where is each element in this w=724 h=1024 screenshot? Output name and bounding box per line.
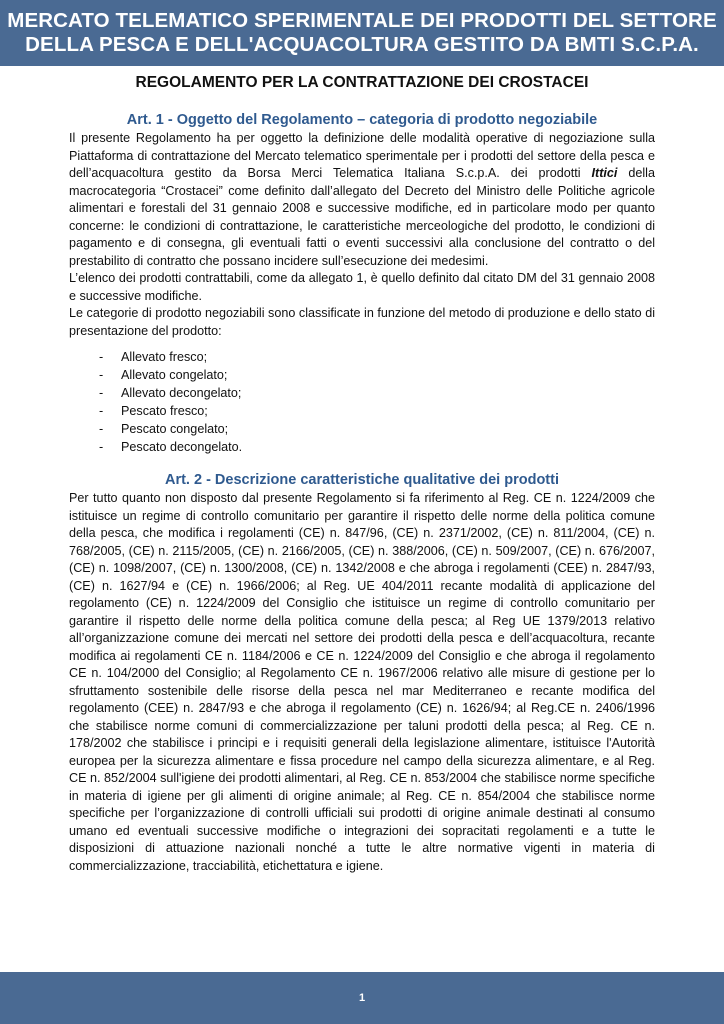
header-line-2: DELLA PESCA E DELL'ACQUACOLTURA GESTITO DA BMTI S.C.P.A. [25,33,699,56]
list-item [99,384,655,402]
article-1-paragraph-1-end: della macrocategoria “Crostacei” come definito dall’allegato del Decreto del Ministro delle Politiche agricole alimentari e forestali del 31 gennaio 2008 e successive modifiche, ed in particolare modo per quanto concerne: le condizioni di contrattazione, le caratteristiche merceologiche del prodotto, le condizioni di pagamento e di consegna, gli eventuali fatti o eventi successivi alla conclusione del contratto o del prestabilito di contratto che possano incidere sull’esecuzione dei medesimi. [69,166,655,268]
article-1-paragraph-3: Le categorie di prodotto negoziabili sono classificate in funzione del metodo di produzione e dello stato di presentazione del prodotto: [69,306,655,338]
list-item-label: Allevato congelato; [121,368,228,382]
list-item [99,420,655,438]
page-number: 1 [358,992,366,1004]
bullet-dash: - [99,350,104,364]
article-2-heading: Art. 2 - Descrizione caratteristiche qualitative dei prodotti [164,472,559,488]
article-1-heading: Art. 1 - Oggetto del Regolamento – categoria di prodotto negoziabile [126,112,598,128]
header-banner [0,0,724,66]
article-2-paragraph-1: Per tutto quanto non disposto dal presente Regolamento si fa riferimento al Reg. CE n. 1224/2009 che istituisce un regime di controllo comunitario per garantire il rispetto delle norme della politica comune della pesca, che modifica i regolamenti (CE) n. 847/96, (CE) n. 2371/2002, (CE) n. 811/2004, (CE) n. 768/2005, (CE) n. 2115/2005, (CE) n. 2166/2005, (CE) n. 388/2006, (CE) n. 509/2007, (CE) n. 676/2007, (CE) n. 1098/2007, (CE) n. 1300/2008, (CE) n. 1342/2008 e che abroga i regolamenti (CEE) n. 2847/93, (CE) n. 1627/94 e (CE) n. 1966/2006; al Reg. UE 404/2011 recante modalità di applicazione del regolamento (CE) n. 1224/2009 del Consiglio che istituisce un regime di controllo comunitario per garantire il rispetto delle norme della politica comune della pesca; al Reg UE 1379/2013 relativo all’organizzazione comune dei mercati nel settore dei prodotti della pesca e dell’acquacoltura, recante modifica ai regolamenti CE n. 1184/2006 e CE n. 1224/2009 del Consiglio e che abroga il regolamento CE n. 104/2000 del Consiglio; al Regolamento CE n. 1967/2006 relativo alle misure di gestione per lo sfruttamento sostenibile delle risorse della pesca nel mar Mediterraneo e recante modifica del regolamento (CEE) n. 2847/93 e che abroga il regolamento (CE) n. 1626/94; al Reg.CE n. 2406/1996 che stabilisce norme comuni di commercializzazione per taluni prodotti della pesca; al Reg. CE n. 178/2002 che stabilisce i principi e i requisiti generali della legislazione alimentare, istituisce l'Autorità europea per la sicurezza alimentare e fissa procedure nel campo della sicurezza alimentare, e al Reg. CE n. 852/2004 sull'igiene dei prodotti alimentari, al Reg. CE n. 853/2004 che stabilisce norme specifiche in materia di igiene per gli alimenti di origine animale; al Reg. CE n. 854/2004 che stabilisce norme specifiche per l’organizzazione di controlli ufficiali sui prodotti di origine animale destinati al consumo umano ed eventuali successive modifiche o integrazioni dei sopracitati regolamenti e a tutte le disposizioni di attuazione nazionali nonché a tutte le altre normative vigenti in materia di commercializzazione, tracciabilità, etichettatura e igiene. [69,491,655,873]
list-item-label: Pescato decongelato. [121,440,243,454]
bullet-dash: - [99,404,104,418]
bullet-dash: - [99,386,104,400]
header-line-1: MERCATO TELEMATICO SPERIMENTALE DEI PRODOTTI DEL SETTORE [7,9,717,32]
article-1-paragraph-2: L’elenco dei prodotti contrattabili, come da allegato 1, è quello definito dal citato DM del 31 gennaio 2008 e successive modifiche. [69,271,655,303]
list-item [99,402,655,420]
list-item [99,348,655,366]
bullet-dash: - [99,422,104,436]
document-title: REGOLAMENTO PER LA CONTRATTAZIONE DEI CROSTACEI [135,74,589,91]
list-item-label: Allevato decongelato; [121,386,242,400]
article-1-paragraph-1-start: Il presente Regolamento ha per oggetto la definizione delle modalità operative di negoziazione sulla Piattaforma di contrattazione del Mercato telematico sperimentale per i prodotti del settore della pesca e dell’acquacoltura gestito da Borsa Merci Telematica Italiana S.c.p.A. dei prodotti [69,131,655,180]
list-item-label: Allevato fresco; [121,350,208,364]
list-item [99,366,655,384]
footer-banner [0,972,724,1024]
bullet-dash: - [99,440,104,454]
list-item [99,438,655,456]
article-1-paragraph-1 [69,130,655,270]
list-item-label: Pescato congelato; [121,422,229,436]
document-body [69,110,655,875]
emphasis-ittici: Ittici [591,166,618,180]
bullet-dash: - [99,368,104,382]
category-list [69,348,655,456]
list-item-label: Pescato fresco; [121,404,208,418]
